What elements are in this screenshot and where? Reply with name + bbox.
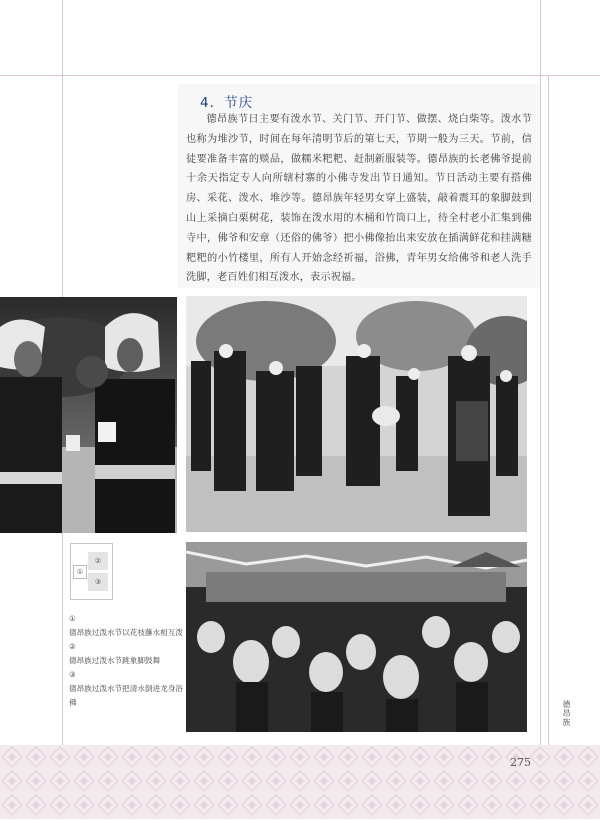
- caption-1: [69, 612, 187, 640]
- photo-water-splashing: [0, 297, 177, 533]
- section-title: 4．节庆: [200, 95, 254, 111]
- margin-rule-right-outer: [548, 75, 549, 745]
- caption-2-text: 德昂族过泼水节跳象脚鼓舞: [69, 656, 161, 665]
- photo-index-diagram: [70, 543, 113, 600]
- caption-1-number: ①: [69, 614, 76, 623]
- caption-2-number: ②: [69, 642, 76, 651]
- index-cell-3: ③: [88, 573, 108, 591]
- caption-3-text: 德昂族过泼水节把清水倒进龙身浴佛: [69, 684, 183, 707]
- photo-drum-dance: [186, 296, 527, 532]
- section-body: 德昂族节日主要有泼水节、关门节、开门节、做摆、烧白柴等。泼水节也称为堆沙节，时间在每年清明节后的第七天，节期一般为三天。节前，信徒要准备丰富的赕品，做糯米粑粑、赶制新服装等。德昂族的长老佛爷提前十余天指定专人向所辖村寨的小佛寺发出节日通知。节日活动主要有搭佛房、采花、泼水、堆沙等。德昂族年轻男女穿上盛装，敲着震耳的象脚鼓到山上采摘白栗树花，装饰在泼水用的木桶和竹筒口上，待全村老小汇集到佛寺中，佛爷和安章（还俗的佛爷）把小佛像抬出来安放在插满鲜花和挂满糖粑粑的小竹楼里，所有人开始念经祈福，浴佛，青年男女给佛爷和老人洗手洗脚，老百姓们相互泼水，表示祝福。: [186, 114, 532, 284]
- margin-rule-right: [540, 0, 541, 745]
- caption-2: [69, 640, 187, 668]
- side-label: 德昂族: [562, 700, 571, 727]
- index-cell-2: ②: [88, 552, 108, 570]
- caption-3-number: ③: [69, 670, 76, 679]
- caption-1-text: 德昂族过泼水节以花枝蘸水相互泼: [69, 628, 183, 637]
- top-band: [0, 0, 600, 76]
- index-cell-1: ①: [73, 565, 87, 579]
- page-number: 275: [510, 756, 531, 769]
- photo-captions: [69, 612, 187, 710]
- photo-bathing-buddha: [186, 542, 527, 732]
- caption-3: [69, 668, 187, 710]
